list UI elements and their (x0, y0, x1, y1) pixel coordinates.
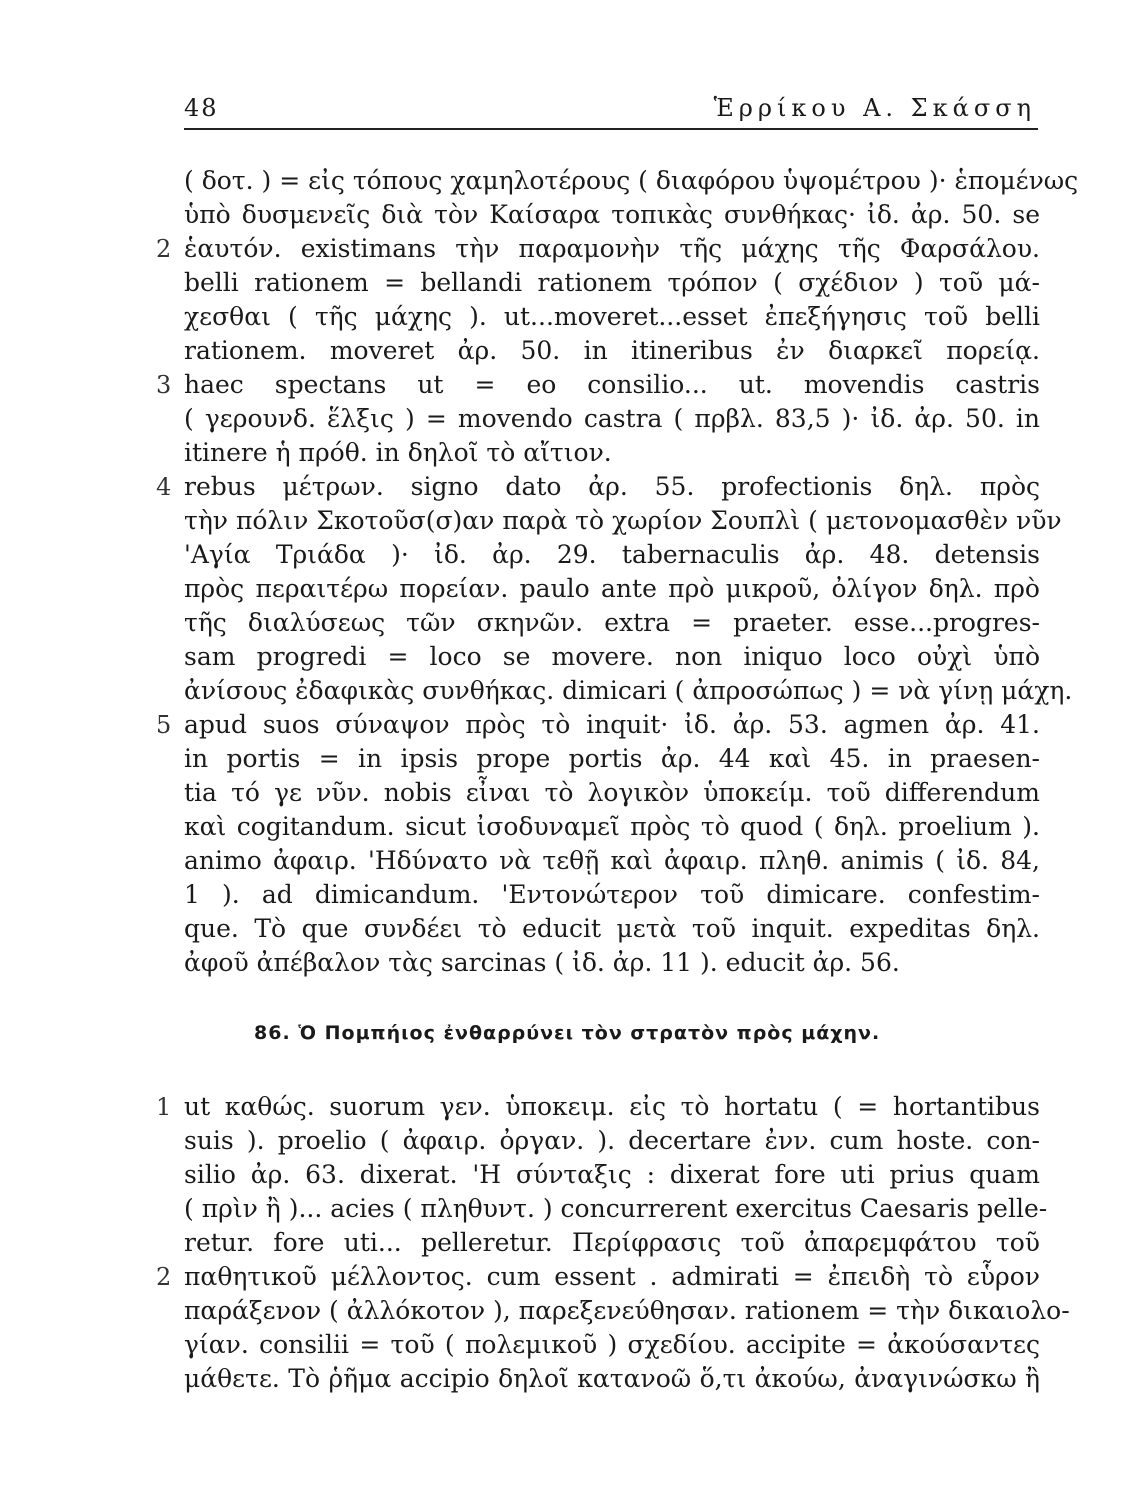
text-line: 1 ). ad dimicandum. 'Εντονώτερον τοῦ dimicare. confestim- (184, 880, 1040, 909)
text-line: τὴν πόλιν Σκοτοῦσ(σ)αν παρὰ τὸ χωρίον Σουπλὶ ( μετονομασθὲν νῦν (184, 506, 1062, 535)
line-number: 2 (156, 235, 172, 263)
text-line: silio ἀρ. 63. dixerat. 'Η σύνταξις : dixerat fore uti prius quam (184, 1160, 1040, 1189)
text-line: ( δοτ. ) = εἰς τόπους χαμηλοτέρους ( διαφόρου ὑψομέτρου )· ἑπομένως (184, 166, 1079, 195)
text-line: que. Τὸ que συνδέει τὸ educit μετὰ τοῦ inquit. expeditas δηλ. (184, 914, 1040, 943)
text-line: belli rationem = bellandi rationem τρόπον ( σχέδιον ) τοῦ μά- (184, 268, 1040, 297)
text-line: μάθετε. Τὸ ῥῆμα accipio δηλοῖ κατανοῶ ὅ,τι ἀκούω, ἀναγινώσκω ἢ (184, 1364, 1040, 1393)
text-line: animo ἀφαιρ. 'Ηδύνατο νὰ τεθῇ καὶ ἀφαιρ. πληθ. animis ( ἰδ. 84, (184, 846, 1040, 875)
text-line: retur. fore uti... pelleretur. Περίφρασις τοῦ ἀπαρεμφάτου τοῦ (184, 1228, 1040, 1257)
text-line: γίαν. consilii = τοῦ ( πολεμικοῦ ) σχεδίου. accipite = ἀκούσαντες (184, 1330, 1040, 1359)
text-line: ἑαυτόν. existimans τὴν παραμονὴν τῆς μάχης τῆς Φαρσάλου. (184, 234, 1040, 263)
section-heading: 86. Ὁ Πομπήιος ἐνθαρρύνει τὸν στρατὸν πρὸς μάχην. (254, 1022, 881, 1044)
text-line: itinere ἡ πρόθ. in δηλοῖ τὸ αἴτιον. (184, 438, 612, 467)
line-number: 1 (156, 1093, 172, 1121)
header-rule (184, 128, 1038, 130)
text-line: rebus μέτρων. signo dato ἀρ. 55. profectionis δηλ. πρὸς (184, 472, 1040, 501)
line-number: 5 (156, 711, 172, 739)
text-line: ut καθώς. suorum γεν. ὑποκειμ. εἰς τὸ hortatu ( = hortantibus (184, 1092, 1040, 1121)
text-line: ὑπὸ δυσμενεῖς διὰ τὸν Καίσαρα τοπικὰς συνθήκας· ἰδ. ἀρ. 50. se (184, 200, 1040, 229)
page-number: 48 (184, 94, 219, 122)
text-line: rationem. moveret ἀρ. 50. in itineribus ἐν διαρκεῖ πορείᾳ. (184, 336, 1040, 365)
text-line: apud suos σύναψον πρὸς τὸ inquit· ἰδ. ἀρ. 53. agmen ἀρ. 41. (184, 710, 1040, 739)
text-line: in portis = in ipsis prope portis ἀρ. 44 καὶ 45. in praesen- (184, 744, 1040, 773)
text-line: τῆς διαλύσεως τῶν σκηνῶν. extra = praeter. esse...progres- (184, 608, 1040, 637)
text-line: ἀνίσους ἐδαφικὰς συνθήκας. dimicari ( ἀπροσώπως ) = νὰ γίνῃ μάχη. (184, 676, 1073, 705)
running-title: Ἑρρίκου Α. Σκάσση (713, 94, 1036, 122)
text-line: ἀφοῦ ἀπέβαλον τὰς sarcinas ( ἰδ. ἀρ. 11 ). educit ἀρ. 56. (184, 948, 900, 977)
text-line: ( πρὶν ἢ )... acies ( πληθυντ. ) concurrerent exercitus Caesaris pelle- (184, 1194, 1048, 1223)
text-line: suis ). proelio ( ἀφαιρ. ὀργαν. ). decertare ἐνν. cum hoste. con- (184, 1126, 1040, 1155)
line-number: 2 (156, 1263, 172, 1291)
text-line: 'Αγία Τριάδα )· ἰδ. ἀρ. 29. tabernaculis ἀρ. 48. detensis (184, 540, 1040, 569)
line-number: 3 (156, 371, 172, 399)
text-line: haec spectans ut = eo consilio... ut. movendis castris (184, 370, 1040, 399)
text-line: sam progredi = loco se movere. non iniquo loco οὐχὶ ὑπὸ (184, 642, 1040, 671)
text-line: παθητικοῦ μέλλοντος. cum essent . admirati = ἐπειδὴ τὸ εὗρον (184, 1262, 1040, 1291)
line-number: 4 (156, 473, 172, 501)
text-line: tia τό γε νῦν. nobis εἶναι τὸ λογικὸν ὑποκείμ. τοῦ differendum (184, 778, 1040, 807)
text-line: ( γερουνδ. ἕλξις ) = movendo castra ( πρβλ. 83,5 )· ἰδ. ἀρ. 50. in (184, 404, 1040, 433)
text-line: πρὸς περαιτέρω πορείαν. paulo ante πρὸ μικροῦ, ὀλίγον δηλ. πρὸ (184, 574, 1040, 603)
text-line: καὶ cogitandum. sicut ἰσοδυναμεῖ πρὸς τὸ quod ( δηλ. proelium ). (184, 812, 1040, 841)
text-line: χεσθαι ( τῆς μάχης ). ut...moveret...esset ἐπεξήγησις τοῦ belli (184, 302, 1040, 331)
text-line: παράξενον ( ἀλλόκοτον ), παρεξενεύθησαν. rationem = τὴν δικαιολο- (184, 1296, 1070, 1325)
